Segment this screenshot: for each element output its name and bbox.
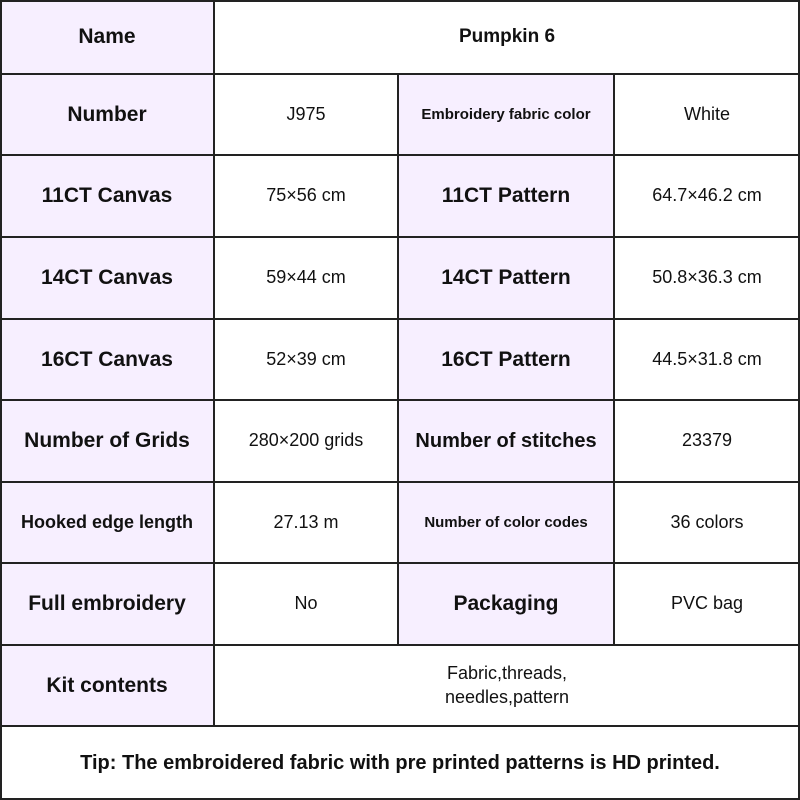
pattern-11ct-value: 64.7×46.2 cm — [614, 155, 800, 237]
row-divider — [0, 154, 800, 156]
row-divider — [0, 318, 800, 320]
number-value: J975 — [214, 74, 398, 155]
kit-contents-line-2: needles,pattern — [444, 686, 570, 707]
column-divider — [397, 74, 399, 645]
row-divider — [0, 481, 800, 483]
row-divider — [0, 399, 800, 401]
row-divider — [0, 725, 800, 727]
grids-label: Number of Grids — [0, 400, 214, 482]
row-divider — [0, 73, 800, 75]
fabric-color-value: White — [614, 74, 800, 155]
pattern-14ct-value: 50.8×36.3 cm — [614, 237, 800, 319]
tip-text: Tip: The embroidered fabric with pre printed patterns is HD printed. — [80, 751, 720, 774]
table-border-top — [0, 0, 800, 2]
pattern-14ct-label: 14CT Pattern — [398, 237, 614, 319]
full-embroidery-label: Full embroidery — [0, 563, 214, 645]
kit-contents-value — [214, 645, 800, 726]
canvas-11ct-value: 75×56 cm — [214, 155, 398, 237]
kit-contents-line-1: Fabric,threads, — [446, 663, 568, 684]
canvas-16ct-label: 16CT Canvas — [0, 319, 214, 400]
table-border-left — [0, 0, 2, 800]
stitches-value: 23379 — [614, 400, 800, 482]
canvas-11ct-label: 11CT Canvas — [0, 155, 214, 237]
kit-contents-label: Kit contents — [0, 645, 214, 726]
name-value: Pumpkin 6 — [214, 0, 800, 74]
name-label: Name — [0, 0, 214, 74]
stitches-label: Number of stitches — [398, 400, 614, 482]
color-codes-label: Number of color codes — [398, 482, 614, 563]
row-divider — [0, 644, 800, 646]
canvas-16ct-value: 52×39 cm — [214, 319, 398, 400]
hooked-edge-label: Hooked edge length — [0, 482, 214, 563]
pattern-11ct-label: 11CT Pattern — [398, 155, 614, 237]
packaging-label: Packaging — [398, 563, 614, 645]
hooked-edge-value: 27.13 m — [214, 482, 398, 563]
canvas-14ct-value: 59×44 cm — [214, 237, 398, 319]
full-embroidery-value: No — [214, 563, 398, 645]
column-divider — [213, 0, 215, 726]
row-divider — [0, 562, 800, 564]
grids-value: 280×200 grids — [214, 400, 398, 482]
pattern-16ct-value: 44.5×31.8 cm — [614, 319, 800, 400]
fabric-color-label: Embroidery fabric color — [398, 74, 614, 155]
row-divider — [0, 236, 800, 238]
column-divider — [613, 74, 615, 645]
packaging-value: PVC bag — [614, 563, 800, 645]
pattern-16ct-label: 16CT Pattern — [398, 319, 614, 400]
number-label: Number — [0, 74, 214, 155]
canvas-14ct-label: 14CT Canvas — [0, 237, 214, 319]
color-codes-value: 36 colors — [614, 482, 800, 563]
